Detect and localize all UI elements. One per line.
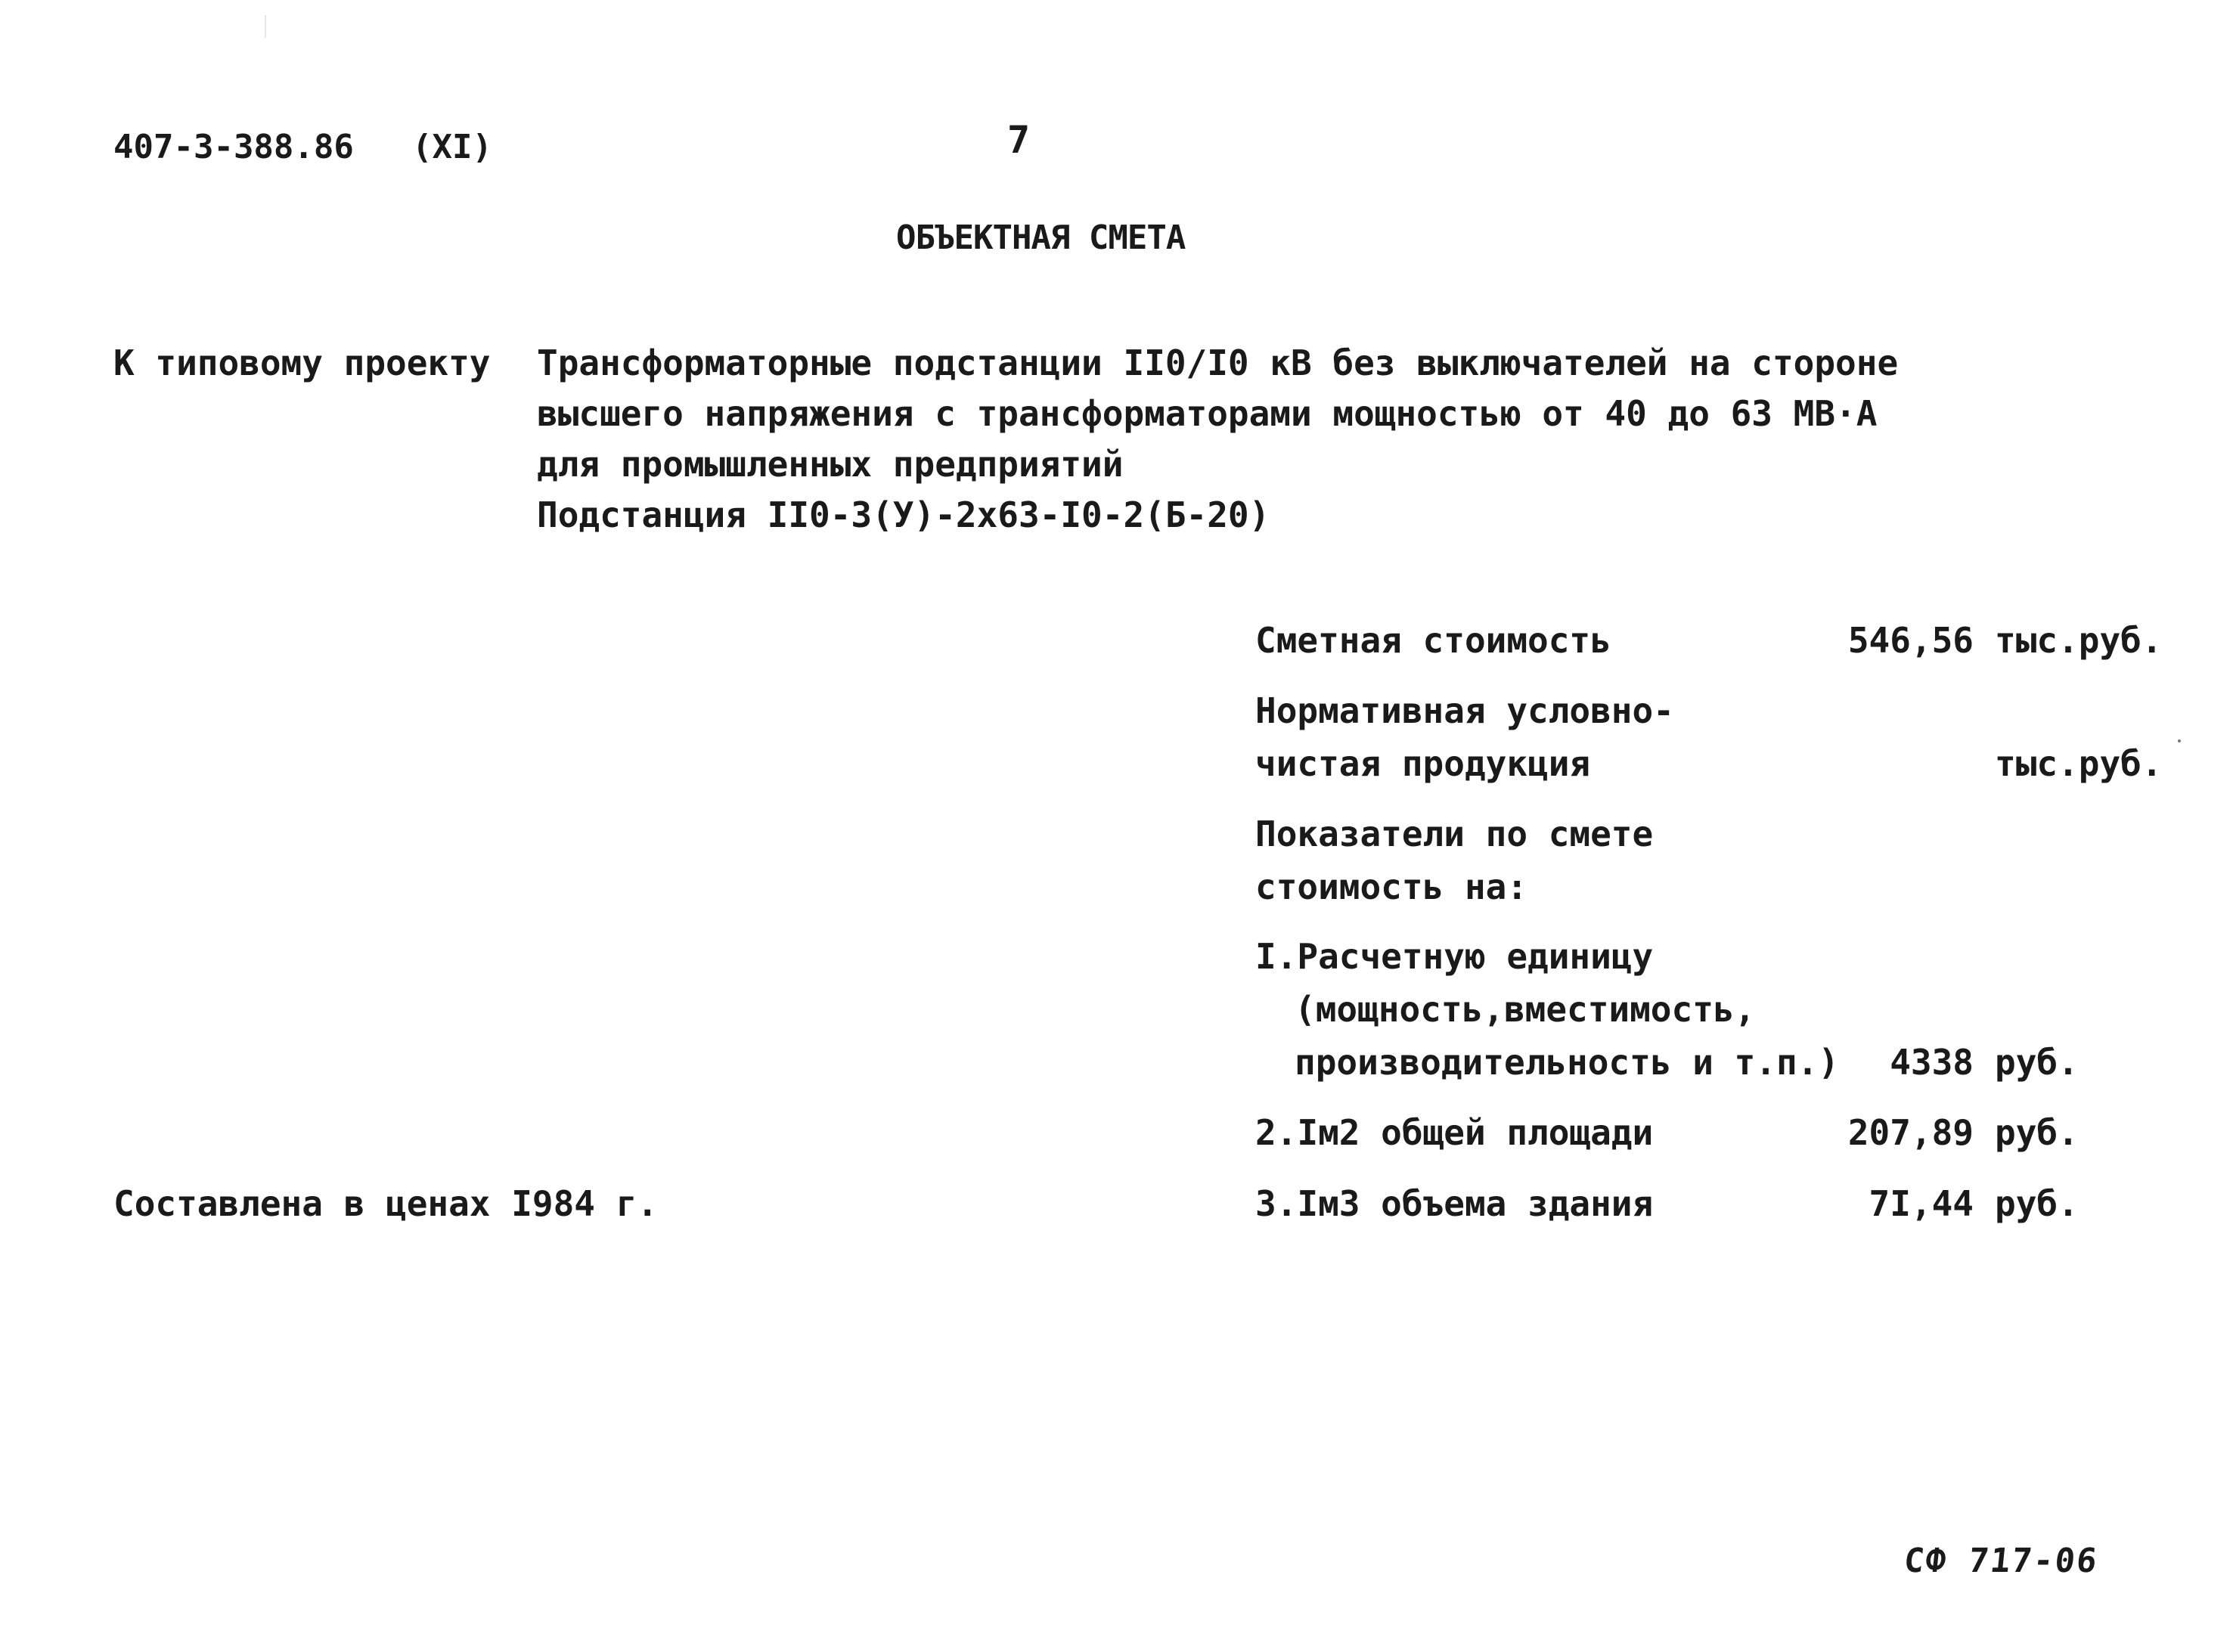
normative-label-line-1: Нормативная условно- — [1255, 690, 1674, 731]
compiled-prices-note: Составлена в ценах I984 г. — [113, 1183, 659, 1224]
indicator-1-line-3: производительность и т.п.) — [1295, 1042, 1840, 1083]
project-line-3: для промышленных предприятий — [537, 444, 1124, 485]
document-code: 407-3-388.86 — [113, 128, 354, 166]
scan-margin-line — [265, 15, 266, 38]
scan-speck — [2178, 739, 2181, 742]
indicator-1-value: 4338 — [1890, 1042, 1974, 1083]
indicator-1-line-1: I.Расчетную единицу — [1255, 936, 1654, 977]
indicator-2-label: 2.Iм2 общей площади — [1255, 1112, 1654, 1153]
document-title: ОБЪЕКТНАЯ СМЕТА — [896, 219, 1186, 257]
indicator-3-label: 3.Iм3 объема здания — [1255, 1183, 1654, 1224]
indicator-1-unit: руб. — [1995, 1042, 2079, 1083]
indicator-2-value: 207,89 — [1847, 1112, 1974, 1153]
indicators-label-line-2: стоимость на: — [1255, 866, 1528, 907]
normative-unit: тыс.руб. — [1995, 743, 2163, 784]
indicator-3-unit: руб. — [1995, 1183, 2079, 1224]
indicator-2-unit: руб. — [1995, 1112, 2079, 1153]
volume-number: (XI) — [412, 128, 492, 166]
estimated-cost-value: 546,56 — [1847, 620, 1974, 661]
estimated-cost-unit: тыс.руб. — [1995, 620, 2163, 661]
archive-stamp: СФ 717-06 — [1902, 1542, 2101, 1580]
project-label: К типовому проекту — [113, 342, 491, 383]
project-line-2: высшего напряжения с трансформаторами мощностью от 40 до 63 МВ·А — [537, 393, 1878, 434]
estimated-cost-label: Сметная стоимость — [1255, 620, 1611, 661]
indicators-label-line-1: Показатели по смете — [1255, 814, 1654, 854]
project-line-1: Трансформаторные подстанции II0/I0 кВ без выключателей на стороне — [537, 342, 1899, 383]
substation-name: Подстанция II0-3(У)-2х63-I0-2(Б-20) — [537, 494, 1270, 535]
page-number: 7 — [1007, 118, 1031, 162]
indicator-3-value: 7I,44 — [1869, 1183, 1974, 1224]
indicator-1-line-2: (мощность,вместимость, — [1295, 989, 1756, 1030]
normative-label-line-2: чистая продукция — [1255, 743, 1591, 784]
